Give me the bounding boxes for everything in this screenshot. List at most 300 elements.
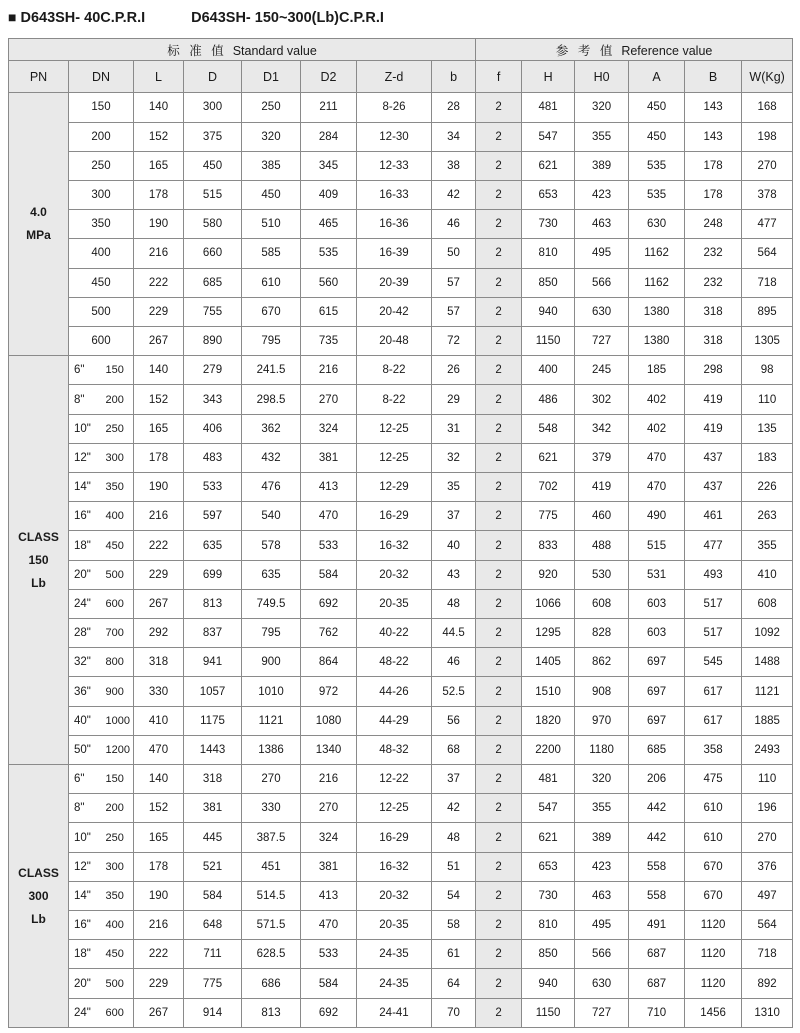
h0-cell: 970 <box>575 706 629 735</box>
weight-cell: 376 <box>742 852 793 881</box>
d2-cell: 409 <box>301 180 357 209</box>
d1-cell: 1121 <box>242 706 301 735</box>
dn-cell: 350 <box>69 210 134 239</box>
dn-cell: 200 <box>102 794 134 823</box>
a-cell: 1380 <box>629 297 685 326</box>
b-cell: 32 <box>432 443 476 472</box>
f-cell: 2 <box>476 823 522 852</box>
col-header-b2: B <box>685 61 742 93</box>
a-cell: 1162 <box>629 239 685 268</box>
f-cell: 2 <box>476 531 522 560</box>
a-cell: 697 <box>629 706 685 735</box>
h-cell: 1820 <box>522 706 575 735</box>
dn-cell: 150 <box>102 356 134 385</box>
h-cell: 1150 <box>522 327 575 356</box>
f-cell: 2 <box>476 940 522 969</box>
f-cell: 2 <box>476 93 522 122</box>
d1-cell: 451 <box>242 852 301 881</box>
col-header-l: L <box>134 61 184 93</box>
b-cell: 58 <box>432 911 476 940</box>
dn-inch-cell: 6" <box>69 356 102 385</box>
h0-cell: 460 <box>575 502 629 531</box>
d-cell: 533 <box>184 473 242 502</box>
h0-cell: 566 <box>575 268 629 297</box>
d2-cell: 535 <box>301 239 357 268</box>
zd-cell: 12-25 <box>357 443 432 472</box>
b2-cell: 143 <box>685 93 742 122</box>
weight-cell: 198 <box>742 122 793 151</box>
l-cell: 190 <box>134 881 184 910</box>
b-cell: 42 <box>432 180 476 209</box>
d-cell: 450 <box>184 151 242 180</box>
dn-cell: 400 <box>102 911 134 940</box>
h0-cell: 530 <box>575 560 629 589</box>
l-cell: 140 <box>134 765 184 794</box>
d-cell: 597 <box>184 502 242 531</box>
d-cell: 343 <box>184 385 242 414</box>
pn-label-line: MPa <box>26 228 51 243</box>
dn-cell: 450 <box>69 268 134 297</box>
col-header-zd: Z-d <box>357 61 432 93</box>
h0-cell: 320 <box>575 93 629 122</box>
d-cell: 445 <box>184 823 242 852</box>
weight-cell: 892 <box>742 969 793 998</box>
dn-cell: 350 <box>102 881 134 910</box>
d2-cell: 381 <box>301 443 357 472</box>
d-cell: 648 <box>184 911 242 940</box>
f-cell: 2 <box>476 297 522 326</box>
d2-cell: 324 <box>301 414 357 443</box>
f-cell: 2 <box>476 998 522 1027</box>
b2-cell: 358 <box>685 735 742 764</box>
table-row <box>9 677 793 706</box>
f-cell: 2 <box>476 648 522 677</box>
a-cell: 710 <box>629 998 685 1027</box>
b2-cell: 475 <box>685 765 742 794</box>
d2-cell: 584 <box>301 560 357 589</box>
f-cell: 2 <box>476 239 522 268</box>
dn-cell: 500 <box>102 560 134 589</box>
zd-cell: 44-29 <box>357 706 432 735</box>
d2-cell: 864 <box>301 648 357 677</box>
f-cell: 2 <box>476 911 522 940</box>
d1-cell: 635 <box>242 560 301 589</box>
dn-inch-cell: 12" <box>69 852 102 881</box>
dn-cell: 350 <box>102 473 134 502</box>
dn-inch-cell: 20" <box>69 560 102 589</box>
b2-cell: 493 <box>685 560 742 589</box>
l-cell: 165 <box>134 823 184 852</box>
h0-cell: 495 <box>575 911 629 940</box>
dn-cell: 300 <box>102 443 134 472</box>
b-cell: 43 <box>432 560 476 589</box>
dn-inch-cell: 18" <box>69 940 102 969</box>
title-left: D643SH- 40C.P.R.I <box>20 10 146 26</box>
d2-cell: 615 <box>301 297 357 326</box>
h-cell: 621 <box>522 151 575 180</box>
l-cell: 178 <box>134 443 184 472</box>
d2-cell: 533 <box>301 940 357 969</box>
weight-cell: 608 <box>742 589 793 618</box>
h-cell: 547 <box>522 794 575 823</box>
table-row <box>9 969 793 998</box>
zd-cell: 16-39 <box>357 239 432 268</box>
h0-cell: 355 <box>575 794 629 823</box>
dn-cell: 600 <box>102 998 134 1027</box>
d-cell: 318 <box>184 765 242 794</box>
d2-cell: 735 <box>301 327 357 356</box>
h0-cell: 727 <box>575 998 629 1027</box>
b2-cell: 318 <box>685 297 742 326</box>
dn-cell: 600 <box>69 327 134 356</box>
table-row <box>9 648 793 677</box>
table-row <box>9 151 793 180</box>
d-cell: 406 <box>184 414 242 443</box>
pn-label-line: CLASS <box>18 529 59 544</box>
h0-cell: 566 <box>575 940 629 969</box>
zd-cell: 16-29 <box>357 502 432 531</box>
b-cell: 56 <box>432 706 476 735</box>
h-cell: 653 <box>522 180 575 209</box>
l-cell: 190 <box>134 210 184 239</box>
d-cell: 775 <box>184 969 242 998</box>
zd-cell: 24-41 <box>357 998 432 1027</box>
f-cell: 2 <box>476 852 522 881</box>
zd-cell: 16-33 <box>357 180 432 209</box>
b-cell: 35 <box>432 473 476 502</box>
d2-cell: 270 <box>301 794 357 823</box>
h-cell: 481 <box>522 765 575 794</box>
col-header-weight: W(Kg) <box>742 61 793 93</box>
d-cell: 515 <box>184 180 242 209</box>
h0-cell: 320 <box>575 765 629 794</box>
h0-cell: 379 <box>575 443 629 472</box>
dn-cell: 1000 <box>102 706 134 735</box>
h-cell: 702 <box>522 473 575 502</box>
l-cell: 178 <box>134 180 184 209</box>
f-cell: 2 <box>476 414 522 443</box>
h0-cell: 342 <box>575 414 629 443</box>
b2-cell: 670 <box>685 852 742 881</box>
l-cell: 140 <box>134 93 184 122</box>
a-cell: 685 <box>629 735 685 764</box>
weight-cell: 564 <box>742 239 793 268</box>
zd-cell: 12-25 <box>357 414 432 443</box>
f-cell: 2 <box>476 765 522 794</box>
weight-cell: 263 <box>742 502 793 531</box>
h0-cell: 495 <box>575 239 629 268</box>
dn-inch-cell: 14" <box>69 473 102 502</box>
d-cell: 375 <box>184 122 242 151</box>
dn-cell: 200 <box>102 385 134 414</box>
d1-cell: 670 <box>242 297 301 326</box>
d1-cell: 385 <box>242 151 301 180</box>
dn-inch-cell: 8" <box>69 794 102 823</box>
h-cell: 481 <box>522 93 575 122</box>
pn-label-line: 4.0 <box>30 205 47 220</box>
table-row <box>9 706 793 735</box>
pn-label-line: CLASS <box>18 865 59 880</box>
zd-cell: 12-30 <box>357 122 432 151</box>
b2-cell: 461 <box>685 502 742 531</box>
b-cell: 52.5 <box>432 677 476 706</box>
d1-cell: 585 <box>242 239 301 268</box>
b2-cell: 232 <box>685 239 742 268</box>
d2-cell: 345 <box>301 151 357 180</box>
weight-cell: 1305 <box>742 327 793 356</box>
h0-cell: 727 <box>575 327 629 356</box>
col-header-f: f <box>476 61 522 93</box>
d-cell: 699 <box>184 560 242 589</box>
a-cell: 603 <box>629 619 685 648</box>
d-cell: 660 <box>184 239 242 268</box>
b-cell: 37 <box>432 502 476 531</box>
d-cell: 837 <box>184 619 242 648</box>
a-cell: 1380 <box>629 327 685 356</box>
d2-cell: 381 <box>301 852 357 881</box>
b-cell: 46 <box>432 210 476 239</box>
d1-cell: 510 <box>242 210 301 239</box>
zd-cell: 24-35 <box>357 969 432 998</box>
d1-cell: 250 <box>242 93 301 122</box>
f-cell: 2 <box>476 502 522 531</box>
h0-cell: 908 <box>575 677 629 706</box>
col-header-d1: D1 <box>242 61 301 93</box>
d1-cell: 900 <box>242 648 301 677</box>
l-cell: 165 <box>134 151 184 180</box>
weight-cell: 270 <box>742 151 793 180</box>
d1-cell: 628.5 <box>242 940 301 969</box>
b2-cell: 419 <box>685 385 742 414</box>
b2-cell: 143 <box>685 122 742 151</box>
f-cell: 2 <box>476 969 522 998</box>
a-cell: 535 <box>629 180 685 209</box>
d-cell: 941 <box>184 648 242 677</box>
h0-cell: 355 <box>575 122 629 151</box>
d2-cell: 762 <box>301 619 357 648</box>
h0-cell: 463 <box>575 210 629 239</box>
d-cell: 685 <box>184 268 242 297</box>
dn-cell: 450 <box>102 531 134 560</box>
pn-label-line: 300 <box>28 888 49 903</box>
weight-cell: 718 <box>742 940 793 969</box>
l-cell: 229 <box>134 969 184 998</box>
f-cell: 2 <box>476 473 522 502</box>
pn-group-label <box>9 93 69 356</box>
weight-cell: 1488 <box>742 648 793 677</box>
h0-cell: 828 <box>575 619 629 648</box>
f-cell: 2 <box>476 881 522 910</box>
h0-cell: 1180 <box>575 735 629 764</box>
d2-cell: 465 <box>301 210 357 239</box>
d1-cell: 432 <box>242 443 301 472</box>
square-bullet-icon: ■ <box>8 9 17 25</box>
table-row <box>9 619 793 648</box>
a-cell: 531 <box>629 560 685 589</box>
b-cell: 42 <box>432 794 476 823</box>
d2-cell: 560 <box>301 268 357 297</box>
b2-cell: 670 <box>685 881 742 910</box>
dn-inch-cell: 16" <box>69 502 102 531</box>
d1-cell: 1010 <box>242 677 301 706</box>
table-row <box>9 940 793 969</box>
b2-cell: 477 <box>685 531 742 560</box>
f-cell: 2 <box>476 210 522 239</box>
standard-value-header: 标 准 值 Standard value <box>9 39 476 61</box>
zd-cell: 12-25 <box>357 794 432 823</box>
d-cell: 914 <box>184 998 242 1027</box>
weight-cell: 226 <box>742 473 793 502</box>
d1-cell: 362 <box>242 414 301 443</box>
d1-cell: 270 <box>242 765 301 794</box>
weight-cell: 718 <box>742 268 793 297</box>
b2-cell: 248 <box>685 210 742 239</box>
col-header-b: b <box>432 61 476 93</box>
dn-inch-cell: 12" <box>69 443 102 472</box>
dn-inch-cell: 40" <box>69 706 102 735</box>
h0-cell: 389 <box>575 151 629 180</box>
l-cell: 216 <box>134 502 184 531</box>
h0-cell: 302 <box>575 385 629 414</box>
l-cell: 267 <box>134 998 184 1027</box>
dn-inch-cell: 36" <box>69 677 102 706</box>
d2-cell: 1340 <box>301 735 357 764</box>
l-cell: 152 <box>134 794 184 823</box>
b-cell: 38 <box>432 151 476 180</box>
zd-cell: 8-22 <box>357 356 432 385</box>
b-cell: 72 <box>432 327 476 356</box>
weight-cell: 1092 <box>742 619 793 648</box>
l-cell: 216 <box>134 911 184 940</box>
f-cell: 2 <box>476 589 522 618</box>
l-cell: 318 <box>134 648 184 677</box>
weight-cell: 196 <box>742 794 793 823</box>
f-cell: 2 <box>476 560 522 589</box>
table-row <box>9 297 793 326</box>
d-cell: 890 <box>184 327 242 356</box>
h-cell: 730 <box>522 881 575 910</box>
d2-cell: 211 <box>301 93 357 122</box>
table-row <box>9 852 793 881</box>
dn-cell: 150 <box>102 765 134 794</box>
l-cell: 470 <box>134 735 184 764</box>
zd-cell: 16-32 <box>357 531 432 560</box>
l-cell: 140 <box>134 356 184 385</box>
b2-cell: 437 <box>685 473 742 502</box>
h0-cell: 488 <box>575 531 629 560</box>
d1-cell: 387.5 <box>242 823 301 852</box>
f-cell: 2 <box>476 385 522 414</box>
f-cell: 2 <box>476 327 522 356</box>
b-cell: 48 <box>432 589 476 618</box>
b2-cell: 178 <box>685 180 742 209</box>
a-cell: 206 <box>629 765 685 794</box>
table-row <box>9 122 793 151</box>
a-cell: 450 <box>629 122 685 151</box>
a-cell: 185 <box>629 356 685 385</box>
b-cell: 46 <box>432 648 476 677</box>
table-row <box>9 589 793 618</box>
d1-cell: 578 <box>242 531 301 560</box>
a-cell: 697 <box>629 648 685 677</box>
zd-cell: 16-36 <box>357 210 432 239</box>
d1-cell: 320 <box>242 122 301 151</box>
table-row <box>9 327 793 356</box>
pn-label-line: Lb <box>31 911 46 926</box>
weight-cell: 497 <box>742 881 793 910</box>
d1-cell: 795 <box>242 327 301 356</box>
b2-cell: 232 <box>685 268 742 297</box>
h-cell: 810 <box>522 911 575 940</box>
a-cell: 687 <box>629 940 685 969</box>
l-cell: 222 <box>134 531 184 560</box>
f-cell: 2 <box>476 735 522 764</box>
zd-cell: 8-26 <box>357 93 432 122</box>
dn-inch-cell: 24" <box>69 998 102 1027</box>
d2-cell: 533 <box>301 531 357 560</box>
dn-inch-cell: 10" <box>69 414 102 443</box>
d2-cell: 216 <box>301 356 357 385</box>
h-cell: 810 <box>522 239 575 268</box>
h-cell: 940 <box>522 969 575 998</box>
b-cell: 26 <box>432 356 476 385</box>
h-cell: 775 <box>522 502 575 531</box>
table-row <box>9 823 793 852</box>
d-cell: 521 <box>184 852 242 881</box>
b-cell: 57 <box>432 297 476 326</box>
dn-cell: 300 <box>102 852 134 881</box>
b-cell: 31 <box>432 414 476 443</box>
b2-cell: 617 <box>685 677 742 706</box>
h-cell: 653 <box>522 852 575 881</box>
weight-cell: 168 <box>742 93 793 122</box>
h0-cell: 608 <box>575 589 629 618</box>
d-cell: 483 <box>184 443 242 472</box>
dn-cell: 600 <box>102 589 134 618</box>
table-row <box>9 210 793 239</box>
d2-cell: 692 <box>301 589 357 618</box>
zd-cell: 20-39 <box>357 268 432 297</box>
b-cell: 51 <box>432 852 476 881</box>
h-cell: 730 <box>522 210 575 239</box>
d-cell: 1175 <box>184 706 242 735</box>
f-cell: 2 <box>476 356 522 385</box>
a-cell: 1162 <box>629 268 685 297</box>
f-cell: 2 <box>476 268 522 297</box>
d2-cell: 413 <box>301 473 357 502</box>
weight-cell: 895 <box>742 297 793 326</box>
col-header-dn: DN <box>69 61 134 93</box>
b-cell: 54 <box>432 881 476 910</box>
reference-value-header: 参 考 值 Reference value <box>476 39 793 61</box>
zd-cell: 48-32 <box>357 735 432 764</box>
b2-cell: 1120 <box>685 911 742 940</box>
table-row <box>9 794 793 823</box>
dn-inch-cell: 32" <box>69 648 102 677</box>
table-row <box>9 502 793 531</box>
b-cell: 40 <box>432 531 476 560</box>
d-cell: 580 <box>184 210 242 239</box>
h-cell: 833 <box>522 531 575 560</box>
dn-inch-cell: 10" <box>69 823 102 852</box>
d2-cell: 216 <box>301 765 357 794</box>
d2-cell: 470 <box>301 911 357 940</box>
h-cell: 940 <box>522 297 575 326</box>
d-cell: 813 <box>184 589 242 618</box>
a-cell: 402 <box>629 385 685 414</box>
d1-cell: 571.5 <box>242 911 301 940</box>
d1-cell: 514.5 <box>242 881 301 910</box>
